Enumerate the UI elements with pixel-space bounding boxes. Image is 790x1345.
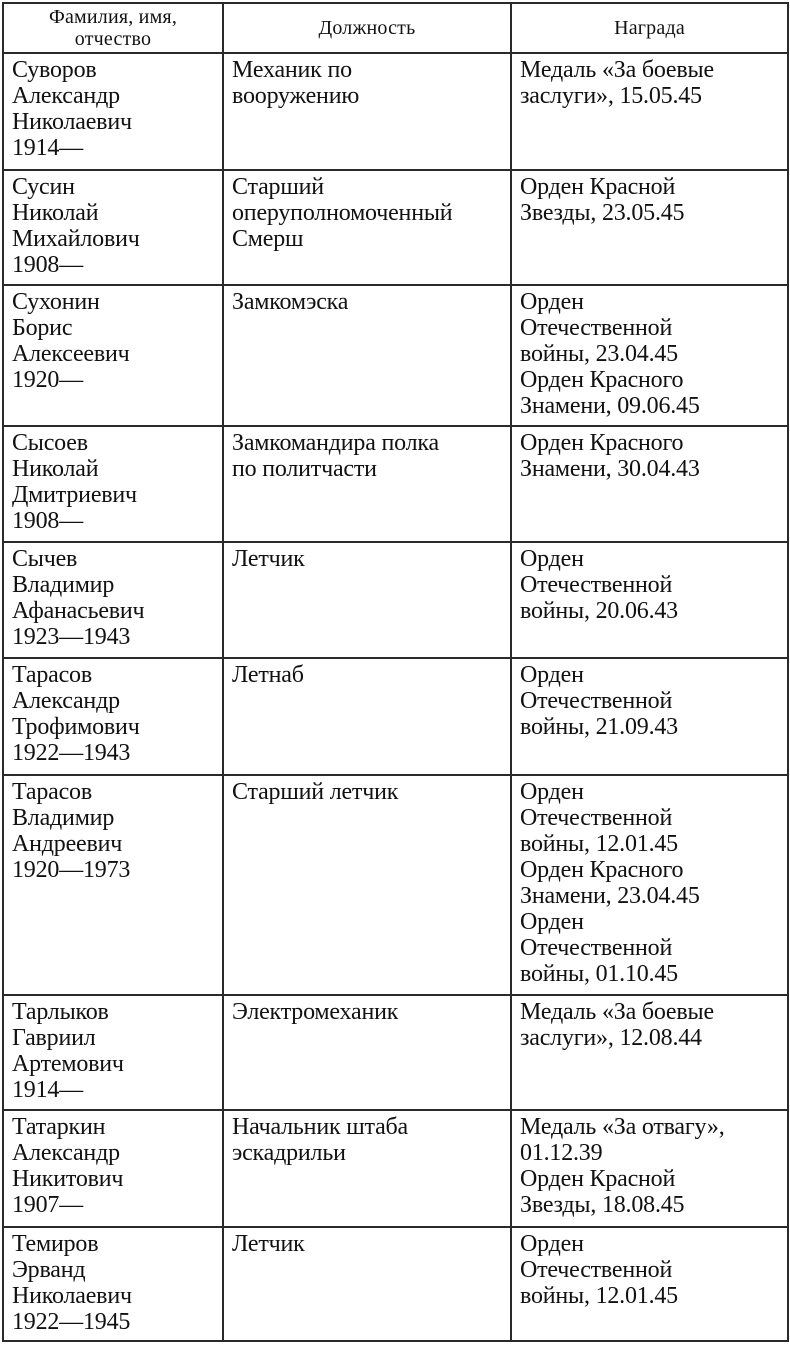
cell-position <box>223 1227 511 1341</box>
cell-name <box>3 995 223 1110</box>
cell-award-line: Орден <box>520 909 584 935</box>
cell-position <box>223 995 511 1110</box>
cell-position <box>223 426 511 542</box>
header-award: Награда <box>511 3 788 53</box>
cell-name-line: 1920— <box>12 367 84 393</box>
cell-award-line: Орден Красного <box>520 857 684 883</box>
cell-position-line: Замкомандира полка <box>232 430 439 456</box>
cell-name <box>3 170 223 285</box>
cell-name-line: 1922—1943 <box>12 740 131 766</box>
cell-name-line: Артемович <box>12 1051 124 1077</box>
cell-name-line: Никитович <box>12 1166 124 1192</box>
cell-award-line: войны, 21.09.43 <box>520 714 678 740</box>
header-name-line2: отчество <box>74 28 152 50</box>
cell-position <box>223 775 511 995</box>
cell-name-line: Темиров <box>12 1231 99 1257</box>
header-position: Должность <box>223 3 511 53</box>
cell-name-line: Александр <box>12 1140 120 1166</box>
cell-award-line: войны, 01.10.45 <box>520 961 678 987</box>
cell-position-line: по политчасти <box>232 456 377 482</box>
table-row <box>3 775 788 995</box>
cell-award-line: Отечественной <box>520 315 673 341</box>
cell-award <box>511 775 788 995</box>
cell-name-line: 1920—1973 <box>12 857 131 883</box>
cell-position-line: Замкомэска <box>232 289 349 315</box>
cell-award <box>511 53 788 170</box>
cell-award-line: 01.12.39 <box>520 1140 603 1166</box>
cell-position-line: Смерш <box>232 226 304 252</box>
cell-name-line: Гавриил <box>12 1025 96 1051</box>
cell-name-line: Николай <box>12 456 99 482</box>
cell-award-line: Орден Красного <box>520 430 684 456</box>
cell-award-line: Орден <box>520 546 584 572</box>
cell-award-line: заслуги», 12.08.44 <box>520 1025 702 1051</box>
cell-award-line: Звезды, 23.05.45 <box>520 200 685 226</box>
cell-award-line: Орден <box>520 289 584 315</box>
cell-award-line: войны, 12.01.45 <box>520 1283 678 1309</box>
cell-name-line: Сухонин <box>12 289 100 315</box>
cell-award-line: Отечественной <box>520 688 673 714</box>
awards-table <box>2 2 789 1342</box>
cell-name-line: Борис <box>12 315 73 341</box>
cell-award <box>511 1227 788 1341</box>
cell-name <box>3 1110 223 1227</box>
cell-award-line: Орден <box>520 662 584 688</box>
cell-award-line: заслуги», 15.05.45 <box>520 83 702 109</box>
table-row <box>3 1227 788 1341</box>
cell-name-line: Эрванд <box>12 1257 86 1283</box>
cell-position <box>223 658 511 775</box>
table-row <box>3 170 788 285</box>
cell-name-line: Дмитриевич <box>12 482 137 508</box>
cell-name <box>3 775 223 995</box>
header-name-line1: Фамилия, имя, <box>48 6 178 28</box>
cell-name-line: Тарлыков <box>12 999 109 1025</box>
cell-award-line: Знамени, 09.06.45 <box>520 393 700 419</box>
cell-award <box>511 285 788 426</box>
cell-position-line: Летчик <box>232 546 305 572</box>
cell-name-line: Николай <box>12 200 99 226</box>
cell-award-line: Отечественной <box>520 1257 673 1283</box>
cell-award-line: Знамени, 30.04.43 <box>520 456 700 482</box>
cell-award-line: Медаль «За отвагу», <box>520 1114 725 1140</box>
cell-name-line: Тарасов <box>12 779 92 805</box>
cell-name-line: Трофимович <box>12 714 140 740</box>
cell-position-line: вооружению <box>232 83 360 109</box>
cell-name-line: Сусин <box>12 174 75 200</box>
table-body <box>3 53 788 1341</box>
cell-name-line: Владимир <box>12 805 115 831</box>
cell-position-line: Летнаб <box>232 662 304 688</box>
cell-name <box>3 542 223 658</box>
cell-award-line: войны, 12.01.45 <box>520 831 678 857</box>
cell-award-line: Звезды, 18.08.45 <box>520 1192 685 1218</box>
cell-award-line: Медаль «За боевые <box>520 57 714 83</box>
cell-name-line: Андреевич <box>12 831 123 857</box>
cell-name-line: 1914— <box>12 135 84 161</box>
cell-name-line: Николаевич <box>12 109 132 135</box>
cell-award <box>511 170 788 285</box>
cell-award-line: Отечественной <box>520 572 673 598</box>
cell-name-line: 1908— <box>12 252 84 278</box>
cell-award <box>511 426 788 542</box>
cell-name <box>3 426 223 542</box>
table-row <box>3 53 788 170</box>
cell-name-line: Тарасов <box>12 662 92 688</box>
table-row <box>3 995 788 1110</box>
cell-position <box>223 53 511 170</box>
cell-award <box>511 658 788 775</box>
cell-award-line: войны, 20.06.43 <box>520 598 678 624</box>
cell-name-line: Михайлович <box>12 226 140 252</box>
cell-position <box>223 1110 511 1227</box>
cell-award-line: Орден <box>520 1231 584 1257</box>
cell-award-line: войны, 23.04.45 <box>520 341 678 367</box>
cell-name <box>3 285 223 426</box>
table-row <box>3 658 788 775</box>
cell-award-line: Орден Красной <box>520 1166 676 1192</box>
cell-name-line: Николаевич <box>12 1283 132 1309</box>
table-row <box>3 285 788 426</box>
cell-award <box>511 542 788 658</box>
cell-name-line: Владимир <box>12 572 115 598</box>
cell-name <box>3 658 223 775</box>
table-row <box>3 542 788 658</box>
cell-name <box>3 1227 223 1341</box>
cell-name-line: Александр <box>12 83 120 109</box>
cell-name-line: Александр <box>12 688 120 714</box>
cell-position <box>223 285 511 426</box>
cell-position-line: Электромеханик <box>232 999 399 1025</box>
cell-position-line: Старший летчик <box>232 779 399 805</box>
cell-position <box>223 170 511 285</box>
cell-name-line: 1923—1943 <box>12 624 131 650</box>
table-header-row <box>3 3 788 53</box>
cell-name-line: 1922—1945 <box>12 1309 131 1335</box>
cell-name-line: 1907— <box>12 1192 84 1218</box>
cell-award-line: Орден Красного <box>520 367 684 393</box>
cell-position-line: Старший <box>232 174 324 200</box>
cell-award-line: Отечественной <box>520 805 673 831</box>
cell-award-line: Знамени, 23.04.45 <box>520 883 700 909</box>
cell-name-line: Сысоев <box>12 430 88 456</box>
cell-name-line: 1908— <box>12 508 84 534</box>
cell-award <box>511 995 788 1110</box>
cell-name-line: Афанасьевич <box>12 598 145 624</box>
cell-position-line: Механик по <box>232 57 352 83</box>
cell-name-line: 1914— <box>12 1077 84 1103</box>
cell-award <box>511 1110 788 1227</box>
cell-award-line: Орден Красной <box>520 174 676 200</box>
cell-position-line: оперуполномоченный <box>232 200 453 226</box>
cell-award-line: Орден <box>520 779 584 805</box>
cell-name <box>3 53 223 170</box>
cell-name-line: Сычев <box>12 546 78 572</box>
table-row <box>3 426 788 542</box>
table-row <box>3 1110 788 1227</box>
cell-name-line: Татаркин <box>12 1114 106 1140</box>
cell-award-line: Отечественной <box>520 935 673 961</box>
header-name <box>3 3 223 53</box>
cell-name-line: Алексеевич <box>12 341 130 367</box>
cell-position-line: эскадрильи <box>232 1140 346 1166</box>
cell-name-line: Суворов <box>12 57 97 83</box>
cell-position-line: Начальник штаба <box>232 1114 409 1140</box>
cell-position-line: Летчик <box>232 1231 305 1257</box>
cell-award-line: Медаль «За боевые <box>520 999 714 1025</box>
cell-position <box>223 542 511 658</box>
